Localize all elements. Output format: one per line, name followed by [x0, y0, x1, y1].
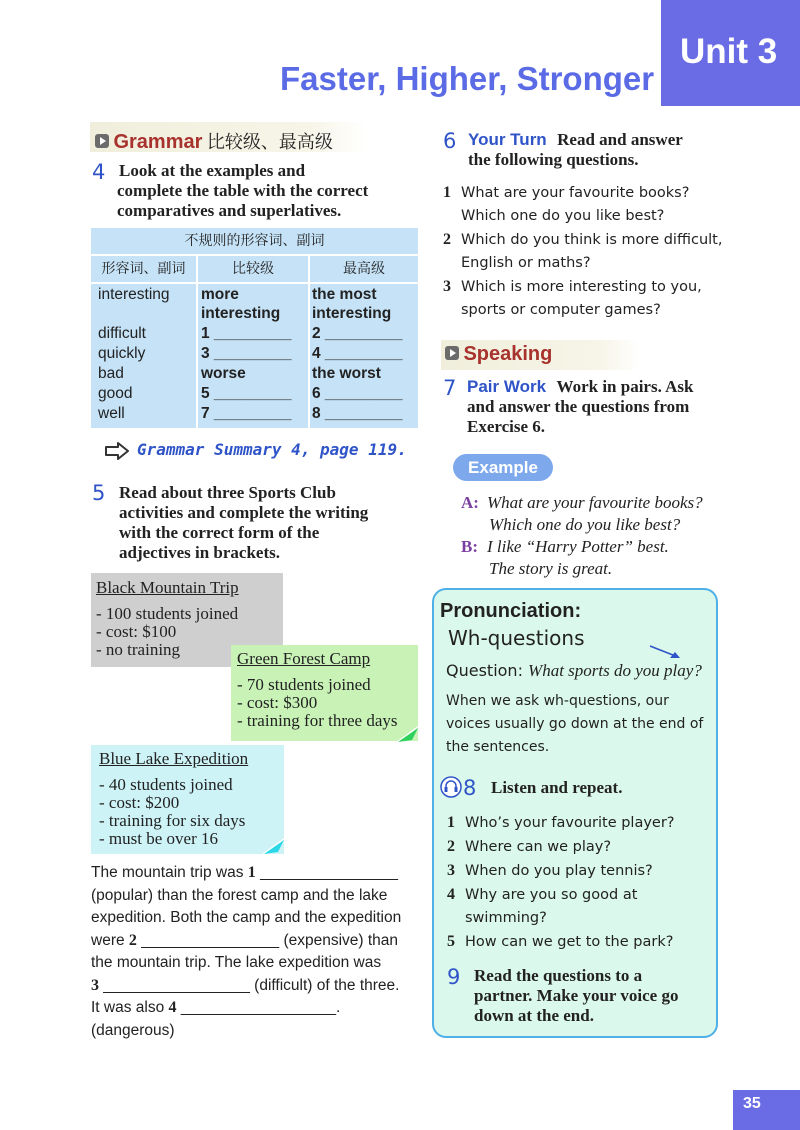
card-item: - no training — [96, 640, 181, 659]
table-divider — [91, 282, 418, 284]
table-blank: 3 _________ — [201, 345, 292, 362]
dialog-line: The story is great. — [489, 559, 613, 578]
exercise-6-line-1: Read and answer — [557, 130, 683, 149]
table-cell: interesting — [201, 305, 281, 322]
item-text: Why are you so good at — [465, 887, 638, 903]
exercise-9-line-1: Read the questions to a — [474, 966, 643, 985]
question-text: English or maths? — [461, 255, 591, 271]
grammar-heading-cn: 比较级、最高级 — [206, 132, 333, 153]
cloze-text: It was also — [91, 999, 169, 1016]
pronunciation-title: Pronunciation: — [440, 600, 582, 622]
table-blank: 4 _________ — [312, 345, 403, 362]
exercise-4-line-2: complete the table with the correct — [117, 181, 369, 200]
card-item: - training for six days — [99, 811, 246, 830]
play-icon — [445, 346, 459, 360]
card-item: - cost: $300 — [237, 693, 318, 712]
table-header-adjective: 形容词、副词 — [101, 261, 186, 277]
table-header-comparative: 比较级 — [232, 261, 274, 277]
table-header-superlative: 最高级 — [343, 261, 385, 277]
blank-number: 2 — [128, 931, 137, 949]
exercise-6-line-2: the following questions. — [468, 150, 639, 169]
card-item: - training for three days — [237, 711, 398, 730]
table-cell: interesting — [98, 286, 170, 303]
exercise-8-list — [447, 811, 707, 954]
table-cell: interesting — [312, 305, 392, 322]
exercise-5-line-2: activities and complete the writing — [119, 503, 369, 522]
question-text: sports or computer games? — [461, 302, 661, 318]
exercise-5-line-1: Read about three Sports Club — [119, 483, 336, 502]
exercise-7-instruction — [467, 377, 747, 437]
table-cell: difficult — [98, 325, 146, 342]
grammar-table — [91, 228, 418, 428]
table-cell: quickly — [98, 345, 146, 362]
exercise-9-line-3: down at the end. — [474, 1006, 594, 1025]
blank-number: 4 — [168, 999, 177, 1016]
exercise-8-instruction: Listen and repeat. — [491, 778, 623, 797]
grammar-summary-link[interactable]: Grammar Summary 4, page 119. — [137, 440, 407, 459]
table-blank: 7 _________ — [201, 405, 292, 422]
exercise-5-line-3: with the correct form of the — [119, 523, 320, 542]
table-cell: good — [98, 385, 133, 402]
card-item: - cost: $100 — [96, 622, 177, 641]
item-text: swimming? — [465, 910, 547, 926]
audio-headphones-icon[interactable] — [440, 776, 462, 798]
question-number: 1 — [443, 184, 451, 201]
item-text: When do you play tennis? — [465, 863, 653, 879]
grammar-heading — [95, 128, 333, 154]
table-blank: 8 _________ — [312, 405, 403, 422]
table-cell: more — [201, 286, 239, 303]
table-blank: 5 _________ — [201, 385, 292, 402]
exercise-6-questions — [443, 181, 743, 322]
exercise-5-number: 5 — [92, 481, 106, 505]
pair-work-label: Pair Work — [467, 377, 547, 396]
table-blank: 6 _________ — [312, 385, 403, 402]
exercise-7-line-3: Exercise 6. — [467, 417, 546, 436]
card-title: Blue Lake Expedition — [99, 749, 249, 768]
dialog-line: Which one do you like best? — [489, 515, 681, 534]
table-cell: the most — [312, 286, 377, 303]
table-cell: the worst — [312, 365, 381, 382]
cloze-text: were — [91, 931, 129, 949]
card-fold-corner — [262, 838, 284, 854]
question-text: Which do you think is more difficult, — [461, 232, 723, 248]
example-badge: Example — [453, 454, 553, 481]
card-green-forest — [231, 645, 418, 741]
table-caption: 不规则的形容词、副词 — [184, 233, 325, 249]
item-number: 5 — [447, 933, 455, 950]
exercise-4-line-3: comparatives and superlatives. — [117, 201, 342, 220]
speaking-heading — [445, 343, 552, 366]
table-blank: 2 _________ — [312, 325, 403, 342]
cloze-blank[interactable]: __________________. — [176, 999, 341, 1016]
your-turn-label: Your Turn — [468, 130, 547, 149]
exercise-4-instruction — [117, 161, 417, 221]
card-title: Green Forest Camp — [237, 649, 371, 668]
exercise-5-instruction — [119, 483, 419, 563]
card-item: - 40 students joined — [99, 775, 233, 794]
card-item: - 100 students joined — [96, 604, 239, 623]
exercise-7-line-2: and answer the questions from — [467, 397, 690, 416]
speaker-label: B: — [461, 537, 478, 556]
explanation-line: the sentences. — [446, 739, 550, 755]
card-title: Black Mountain Trip — [96, 578, 239, 597]
item-text: Where can we play? — [465, 839, 612, 855]
blank-number: 3 — [91, 976, 99, 994]
cloze-text: (popular) than the forest camp and the lake — [91, 886, 388, 904]
question-number: 2 — [443, 231, 451, 248]
cloze-text: The mountain trip was — [91, 864, 248, 881]
table-cell: well — [98, 405, 125, 422]
dialog-line: I like “Harry Potter” best. — [487, 537, 669, 556]
cloze-blank[interactable]: _________________ (difficult) of the three. — [99, 976, 400, 994]
blank-number: 1 — [247, 864, 256, 881]
table-cell: bad — [98, 365, 124, 382]
question-label: Question: — [446, 661, 523, 680]
play-icon — [95, 134, 109, 148]
table-col-divider — [196, 256, 198, 428]
example-dialog — [461, 492, 741, 580]
exercise-6-number: 6 — [443, 129, 457, 153]
item-text: How can we get to the park? — [465, 934, 674, 950]
cloze-text: expedition. Both the camp and the expedition — [91, 909, 402, 926]
item-number: 2 — [447, 838, 455, 855]
card-item: - must be over 16 — [99, 829, 218, 848]
card-item: - 70 students joined — [237, 675, 371, 694]
grammar-heading-label: Grammar — [113, 131, 203, 153]
card-fold-corner — [396, 726, 418, 742]
cloze-text: the mountain trip. The lake expedition was — [91, 954, 382, 971]
page-number: 35 — [743, 1095, 761, 1112]
pronunciation-explanation — [446, 690, 711, 759]
arrow-right-icon — [104, 441, 130, 461]
question-text: What are your favourite books? — [461, 185, 690, 201]
cloze-text: (dangerous) — [91, 1021, 175, 1039]
table-blank: 1 _________ — [201, 325, 292, 342]
question-example: What sports do you play? — [528, 661, 702, 680]
item-number: 1 — [447, 814, 455, 831]
exercise-4-number: 4 — [92, 160, 106, 184]
cloze-paragraph — [91, 862, 426, 1042]
table-col-divider — [308, 256, 310, 428]
explanation-line: voices usually go down at the end of — [446, 716, 704, 732]
item-number: 3 — [447, 862, 455, 879]
table-cell: worse — [201, 365, 246, 382]
exercise-4-line-1: Look at the examples and — [119, 161, 306, 180]
question-number: 3 — [443, 278, 451, 295]
item-number: 4 — [447, 886, 455, 903]
exercise-9-number: 9 — [447, 965, 461, 989]
card-item: - cost: $200 — [99, 793, 180, 812]
unit-label: Unit 3 — [680, 32, 778, 71]
exercise-7-number: 7 — [443, 376, 457, 400]
pronunciation-question — [446, 661, 702, 681]
pronunciation-subtitle: Wh-questions — [448, 626, 585, 650]
exercise-9-line-2: partner. Make your voice go — [474, 986, 679, 1005]
card-blue-lake — [91, 745, 284, 854]
exercise-7-line-1: Work in pairs. Ask — [556, 377, 694, 396]
cloze-blank[interactable]: ________________ — [255, 864, 399, 881]
speaking-heading-label: Speaking — [463, 343, 553, 365]
page-title: Faster, Higher, Stronger — [280, 60, 655, 97]
exercise-8-number: 8 — [463, 776, 477, 800]
item-text: Who’s your favourite player? — [465, 815, 675, 831]
dialog-line: What are your favourite books? — [487, 493, 703, 512]
cloze-blank[interactable]: ________________ (expensive) than — [136, 931, 399, 949]
falling-intonation-arrow-icon — [648, 643, 682, 661]
speaker-label: A: — [461, 493, 479, 512]
exercise-9-instruction — [474, 966, 714, 1026]
question-text: Which is more interesting to you, — [461, 279, 702, 295]
explanation-line: When we ask wh-questions, our — [446, 693, 669, 709]
exercise-5-line-4: adjectives in brackets. — [119, 543, 281, 562]
exercise-6-instruction — [468, 130, 748, 170]
question-text: Which one do you like best? — [461, 208, 665, 224]
